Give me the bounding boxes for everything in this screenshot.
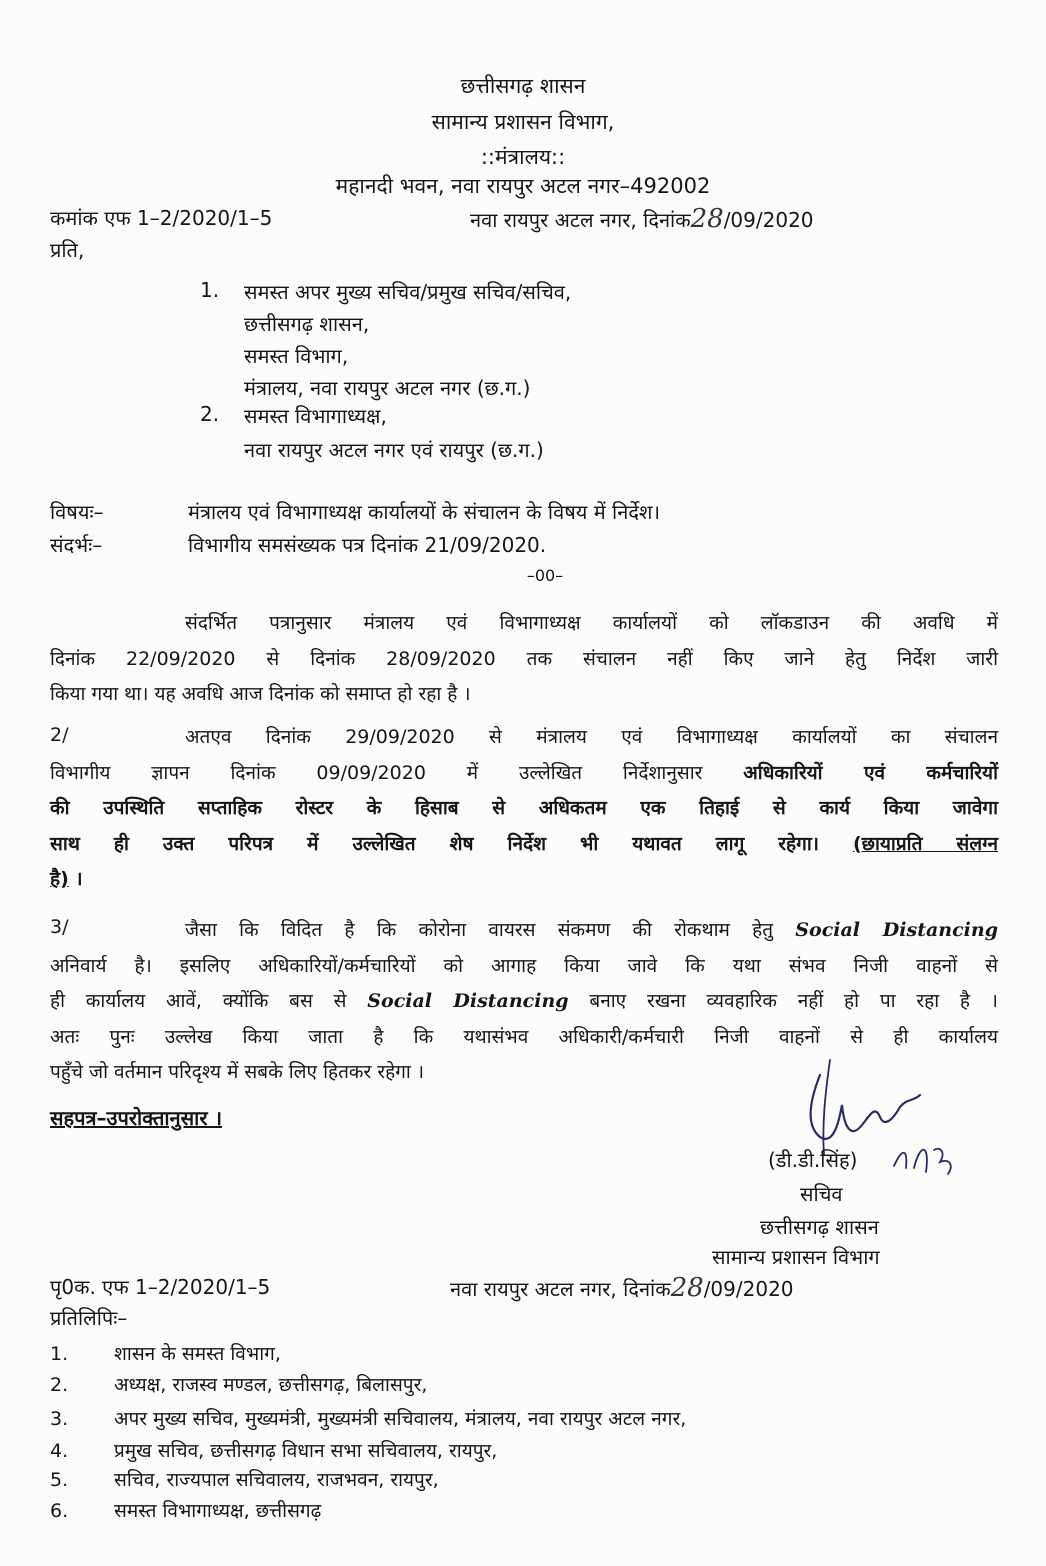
endorsement-date-day: 28 [670, 1273, 704, 1303]
signatory-org: छत्तीसगढ़ शासन [760, 1215, 879, 1239]
recipient-number: 1. [200, 278, 220, 302]
recipient-line: नवा रायपुर अटल नगर एवं रायपुर (छ.ग.) [244, 438, 544, 462]
order-date-suffix: /09/2020 [723, 208, 814, 232]
copy-list-item [50, 1466, 439, 1492]
paragraph-english-term: Social Distancing [795, 919, 998, 941]
paragraph-bold-text: अधिकारियों एवं कर्मचारियों [743, 761, 998, 784]
paragraph-line: संदर्भित पत्रानुसार मंत्रालय एवं विभागाध्यक्ष कार्यालयों को लॉकडाउन की अवधि में [185, 612, 998, 634]
paragraph-line: किया गया था। यह अवधि आज दिनांक को समाप्त हो रहा है । [50, 683, 471, 705]
recipient-number: 2. [200, 402, 220, 426]
paragraph-3-number: 3/ [50, 916, 69, 938]
copy-item-text: सचिव, राज्यपाल सचिवालय, राजभवन, रायपुर, [114, 1469, 439, 1491]
order-date-prefix: नवा रायपुर अटल नगर, दिनांक [470, 208, 691, 232]
paragraph-text: । [75, 868, 83, 890]
reference-label: संदर्भः– [50, 533, 103, 557]
paragraph-text: बनाए रखना व्यवहारिक नहीं हो पा रहा है । [589, 990, 998, 1012]
paragraph-line: अतएव दिनांक 29/09/2020 से मंत्रालय एवं विभागाध्यक्ष कार्यालयों का संचालन [185, 726, 998, 748]
recipient-line: छत्तीसगढ़ शासन, [244, 312, 370, 336]
to-label: प्रति, [50, 238, 85, 262]
copy-list-item [50, 1340, 281, 1366]
signatory-department: सामान्य प्रशासन विभाग [712, 1245, 880, 1269]
order-date [470, 204, 814, 234]
signatory-name: (डी.डी.सिंह) [768, 1148, 858, 1172]
paragraph-line [50, 862, 998, 898]
copy-item-text: समस्त विभागाध्यक्ष, छत्तीसगढ़ [114, 1500, 322, 1522]
copy-list-item [50, 1437, 497, 1463]
recipient-line: समस्त विभागाध्यक्ष, [244, 404, 387, 428]
paragraph-2-number: 2/ [50, 724, 69, 746]
paragraph-line: दिनांक 22/09/2020 से दिनांक 28/09/2020 तक संचालन नहीं किए जाने हेतु निर्देश जारी [50, 647, 998, 670]
enclosure-label: सहपत्र–उपरोक्तानुसार । [50, 1106, 223, 1130]
signatory-designation: सचिव [800, 1182, 843, 1206]
recipient-line: समस्त विभाग, [244, 344, 349, 368]
separator: –00– [526, 566, 564, 585]
endorsement-number: पृ0क. एफ 1–2/2020/1–5 [50, 1275, 271, 1299]
copy-list-item [50, 1497, 321, 1523]
paragraph-line [50, 984, 998, 1020]
copy-item-number: 4. [50, 1440, 69, 1462]
paragraph-line: पहुँचे जो वर्तमान परिदृश्य में सबके लिए हितकर रहेगा । [50, 1061, 425, 1083]
copy-item-number: 5. [50, 1469, 69, 1491]
paragraph-line [50, 827, 998, 863]
paragraph-1 [50, 606, 998, 713]
copy-item-number: 3. [50, 1408, 69, 1430]
recipient-line: मंत्रालय, नवा रायपुर अटल नगर (छ.ग.) [244, 376, 531, 400]
copy-item-text: शासन के समस्त विभाग, [114, 1343, 281, 1365]
header-ministry: ::मंत्रालय:: [480, 145, 566, 169]
initials-scribble [890, 1138, 960, 1178]
paragraph-text: ही कार्यालय आवें, क्योंकि बस से [50, 990, 347, 1012]
enclosure-note: (छायाप्रति संलग्न [852, 832, 999, 855]
endorsement-date [450, 1273, 794, 1303]
subject-label: विषयः– [50, 500, 104, 524]
copy-item-text: अध्यक्ष, राजस्व मण्डल, छत्तीसगढ़, बिलासपुर, [114, 1374, 428, 1396]
copy-item-text: अपर मुख्य सचिव, मुख्यमंत्री, मुख्यमंत्री सचिवालय, मंत्रालय, नवा रायपुर अटल नगर, [114, 1408, 687, 1430]
reference-text: विभागीय समसंख्यक पत्र दिनांक 21/09/2020. [188, 533, 547, 557]
copy-item-number: 6. [50, 1500, 69, 1522]
copy-item-number: 1. [50, 1343, 69, 1365]
paragraph-english-term: Social Distancing [367, 990, 569, 1012]
copy-list-item [50, 1371, 427, 1397]
order-number: कमांक एफ 1–2/2020/1–5 [50, 206, 273, 230]
header-department: सामान्य प्रशासन विभाग, [431, 110, 615, 134]
order-date-day: 28 [690, 204, 724, 234]
endorsement-date-prefix: नवा रायपुर अटल नगर, दिनांक [450, 1277, 671, 1301]
paragraph-bold-text: साथ ही उक्त परिपत्र में उल्लेखित शेष निर्देश भी यथावत लागू रहेगा। [50, 832, 819, 855]
copy-label: प्रतिलिपिः– [50, 1306, 128, 1330]
endorsement-date-suffix: /09/2020 [703, 1277, 794, 1301]
paragraph-text: जैसा कि विदित है कि कोरोना वायरस संकमण की रोकथाम हेतु [185, 919, 774, 941]
paragraph-line: अनिवार्य है। इसलिए अधिकारियों/कर्मचारियों को आगाह किया जावे कि यथा संभव निजी वाहनों से [50, 954, 998, 977]
subject-text: मंत्रालय एवं विभागाध्यक्ष कार्यालयों के संचालन के विषय में निर्देश। [188, 500, 661, 524]
paragraph-line: की उपस्थिति सप्ताहिक रोस्टर के हिसाब से अधिकतम एक तिहाई से कार्य किया जावेगा [50, 797, 998, 819]
copy-item-number: 2. [50, 1374, 69, 1396]
enclosure-note-end: है) [50, 868, 69, 890]
paragraph-text: विभागीय ज्ञापन दिनांक 09/09/2020 में उल्लेखित निर्देशानुसार [50, 761, 703, 784]
copy-item-text: प्रमुख सचिव, छत्तीसगढ़ विधान सभा सचिवालय, रायपुर, [114, 1440, 498, 1462]
copy-list-item [50, 1405, 686, 1431]
header-government: छत्तीसगढ़ शासन [460, 74, 586, 98]
paragraph-line [50, 913, 998, 949]
header-address: महानदी भवन, नवा रायपुर अटल नगर–492002 [335, 174, 711, 198]
paragraph-2 [50, 720, 998, 898]
paragraph-line [50, 756, 998, 792]
paragraph-line: अतः पुनः उल्लेख किया जाता है कि यथासंभव अधिकारी/कर्मचारी निजी वाहनों से ही कार्यालय [50, 1025, 998, 1048]
recipient-line: समस्त अपर मुख्य सचिव/प्रमुख सचिव/सचिव, [244, 280, 572, 304]
